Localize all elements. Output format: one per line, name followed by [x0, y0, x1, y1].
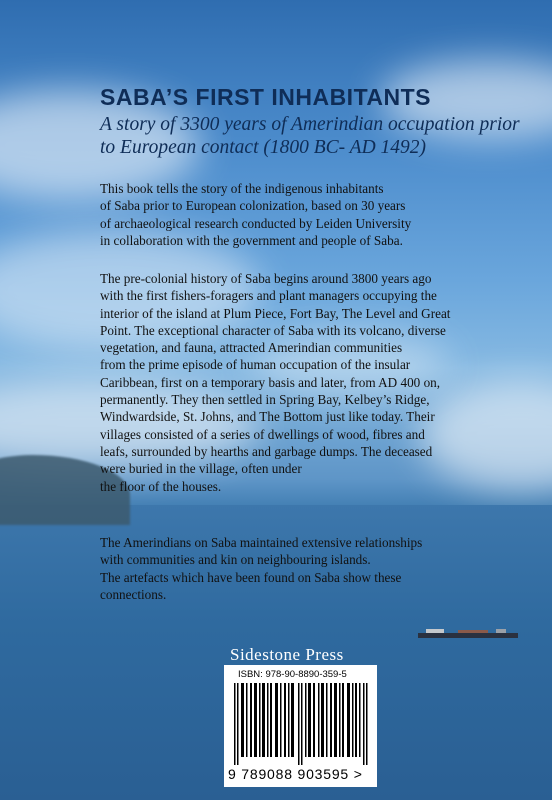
blurb-paragraph-1: This book tells the story of the indigenous inhabitants of Saba prior to European colonization, based on 30 years of archaeological research conducted by Leiden University in collaboration with the government and people of Saba.: [100, 181, 412, 248]
book-title: SABA’S FIRST INHABITANTS: [100, 84, 432, 110]
isbn-label: ISBN: 978-90-8890-359-5: [238, 669, 347, 680]
book-subtitle: A story of 3300 years of Amerindian occupation prior to European contact (1800 BC- AD 1492): [100, 114, 520, 158]
back-cover-text: [100, 84, 520, 602]
publisher-name: Sidestone Press: [230, 645, 344, 664]
blurb-paragraph-3: The Amerindians on Saba maintained extensive relationships with communities and kin on neighbouring islands. The artefacts which have been found on Saba show these connections.: [100, 535, 423, 602]
blurb-paragraph-2: The pre-colonial history of Saba begins around 3800 years ago with the first fishers-foragers and plant managers occupying the interior of the island at Plum Piece, Fort Bay, The Level and Great Point. The exceptional character of Saba with its volcano, diverse vegetation, and fauna, attracted Amerindian communities from the prime episode of human occupation of the insular Caribbean, first on a temporary basis and later, from AD 400 on, permanently. They then settled in Spring Bay, Kelbey’s Ridge, Windwardside, St. Johns, and The Bottom just like today. Their villages consisted of a series of dwellings of wood, fibres and leafs, surrounded by hearths and garbage dumps. The deceased were buried in the village, often under the floor of the houses.: [100, 271, 451, 494]
barcode-digits: 9 789088 903595 >: [228, 766, 363, 782]
barcode-bars: [234, 683, 368, 765]
ship-image: [418, 628, 518, 640]
isbn-barcode: [224, 665, 377, 787]
